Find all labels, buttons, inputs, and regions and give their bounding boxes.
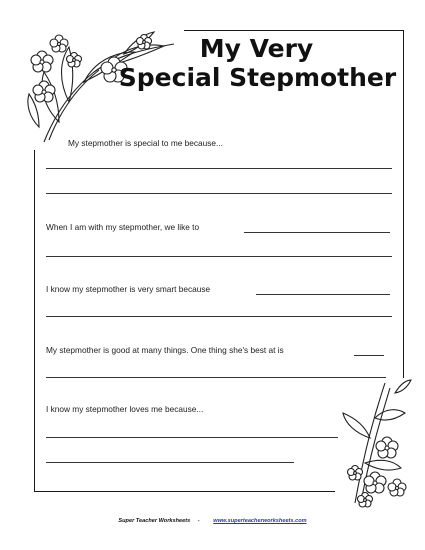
flower-corner-bottom-right xyxy=(335,378,413,508)
answer-line[interactable] xyxy=(244,232,390,233)
answer-line[interactable] xyxy=(46,168,392,169)
title-line-2: Special Stepmother xyxy=(118,63,397,93)
flower-icon xyxy=(335,378,413,508)
answer-line[interactable] xyxy=(46,256,392,257)
footer-separator: - xyxy=(197,518,200,524)
prompt-3: I know my stepmother is very smart because xyxy=(46,284,211,294)
prompt-4: My stepmother is good at many things. One thing she's best at is xyxy=(46,345,284,355)
footer-url-link[interactable]: www.superteacherworksheets.com xyxy=(213,518,307,524)
answer-line[interactable] xyxy=(256,294,390,295)
prompt-5: I know my stepmother loves me because... xyxy=(46,404,204,414)
page-title xyxy=(0,36,425,92)
answer-line[interactable] xyxy=(46,462,294,463)
footer xyxy=(0,518,425,524)
answer-line[interactable] xyxy=(354,355,384,356)
footer-brand: Super Teacher Worksheets xyxy=(118,518,191,524)
title-line-1: My Very xyxy=(199,34,314,63)
answer-line[interactable] xyxy=(46,316,392,317)
answer-line[interactable] xyxy=(46,437,338,438)
prompt-2: When I am with my stepmother, we like to xyxy=(46,222,200,232)
prompt-1: My stepmother is special to me because... xyxy=(68,138,223,148)
answer-line[interactable] xyxy=(46,377,386,378)
answer-line[interactable] xyxy=(46,193,392,194)
